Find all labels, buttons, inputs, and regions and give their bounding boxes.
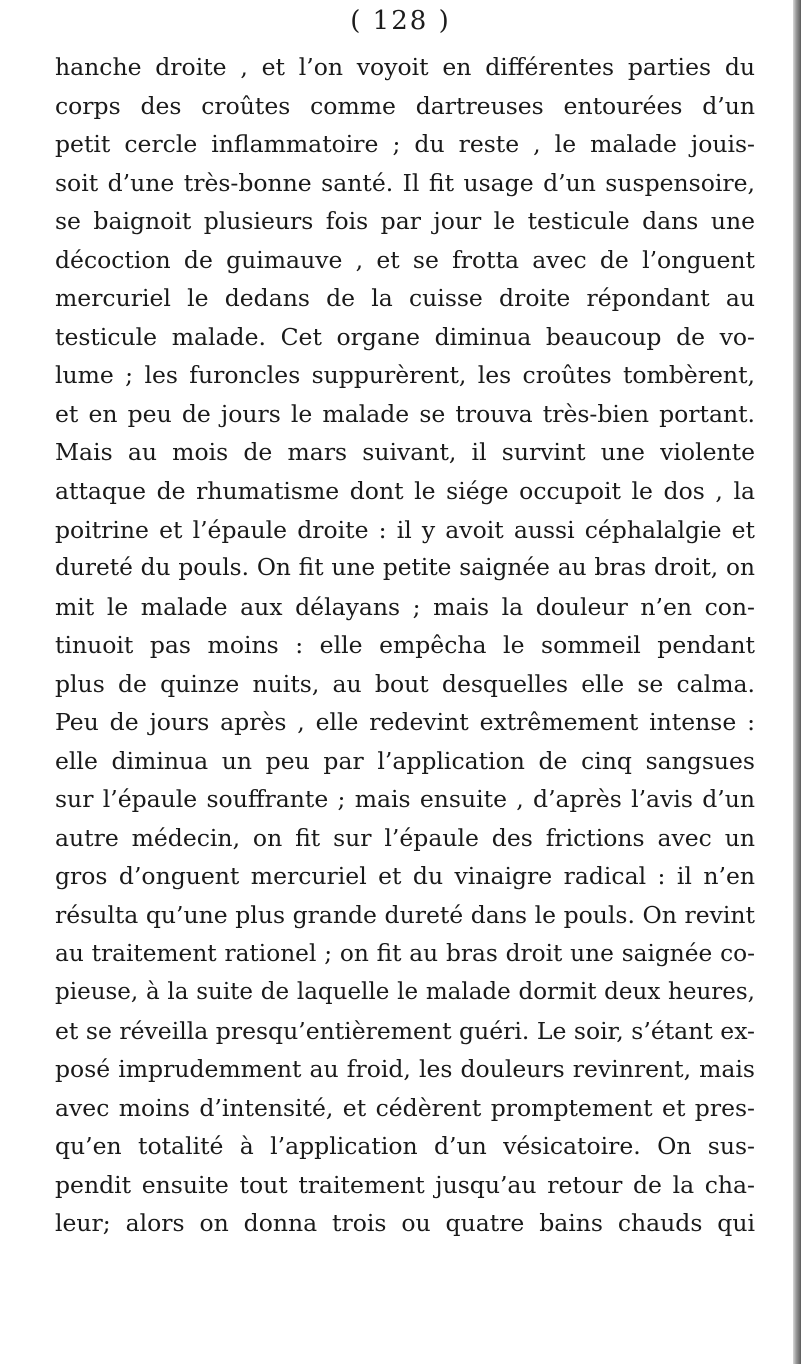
text-line: pendit ensuite tout traitement jusqu’au retour de la cha-: [55, 1170, 755, 1199]
text-line: tinuoit pas moins : elle empêcha le sommeil pendant: [55, 631, 755, 660]
text-line: lume ; les furoncles suppurèrent, les croûtes tombèrent,: [55, 361, 755, 390]
page-number: ( 128 ): [350, 6, 451, 36]
text-line: elle diminua un peu par l’application de cinq sangsues: [55, 746, 755, 775]
text-line: pieuse, à la suite de laquelle le malade dormit deux heures,: [55, 979, 755, 1006]
text-line: sur l’épaule souffrante ; mais ensuite , d’après l’avis d’un: [55, 785, 755, 814]
text-line: mit le malade aux délayans ; mais la douleur n’en con-: [55, 592, 755, 621]
text-line: autre médecin, on fit sur l’épaule des frictions avec un: [55, 823, 755, 852]
text-line: corps des croûtes comme dartreuses entourées d’un: [55, 91, 755, 120]
text-line: poitrine et l’épaule droite : il y avoit aussi céphalalgie et: [55, 515, 755, 544]
text-line: petit cercle inflammatoire ; du reste , le malade jouis-: [55, 130, 755, 159]
text-line: leur; alors on donna trois ou quatre bains chauds qui: [55, 1209, 755, 1238]
text-line: Mais au mois de mars suivant, il survint une violente: [55, 438, 755, 467]
text-line: soit d’une très-bonne santé. Il fit usage d’un suspensoire,: [55, 168, 755, 197]
text-line: hanche droite , et l’on voyoit en différentes parties du: [55, 53, 755, 81]
text-line: et se réveilla presqu’entièrement guéri. Le soir, s’étant ex-: [55, 1016, 755, 1045]
text-line: qu’en totalité à l’application d’un vésicatoire. On sus-: [55, 1132, 755, 1161]
text-line: au traitement rationel ; on fit au bras droit une saignée co-: [55, 939, 755, 967]
text-line: mercuriel le dedans de la cuisse droite répondant au: [55, 284, 755, 313]
text-line: avec moins d’intensité, et cédèrent promptement et pres-: [55, 1093, 755, 1122]
text-line: attaque de rhumatisme dont le siége occupoit le dos , la: [55, 477, 755, 506]
text-line: résulta qu’une plus grande dureté dans le pouls. On revint: [55, 901, 755, 930]
text-line: décoction de guimauve , et se frotta avec de l’onguent: [55, 245, 755, 274]
text-line: et en peu de jours le malade se trouva très-bien portant.: [55, 399, 755, 428]
text-line: posé imprudemment au froid, les douleurs revinrent, mais: [55, 1055, 755, 1084]
text-line: Peu de jours après , elle redevint extrêmement intense :: [55, 708, 755, 737]
page-edge-shadow: [793, 0, 801, 1364]
text-line: plus de quinze nuits, au bout desquelles elle se calma.: [55, 669, 755, 698]
text-line: testicule malade. Cet organe diminua beaucoup de vo-: [55, 322, 755, 351]
body-text: [55, 48, 755, 1243]
text-line: se baignoit plusieurs fois par jour le testicule dans une: [55, 207, 755, 236]
text-line: dureté du pouls. On fit une petite saignée au bras droit, on: [55, 554, 755, 582]
text-line: gros d’onguent mercuriel et du vinaigre radical : il n’en: [55, 862, 755, 891]
